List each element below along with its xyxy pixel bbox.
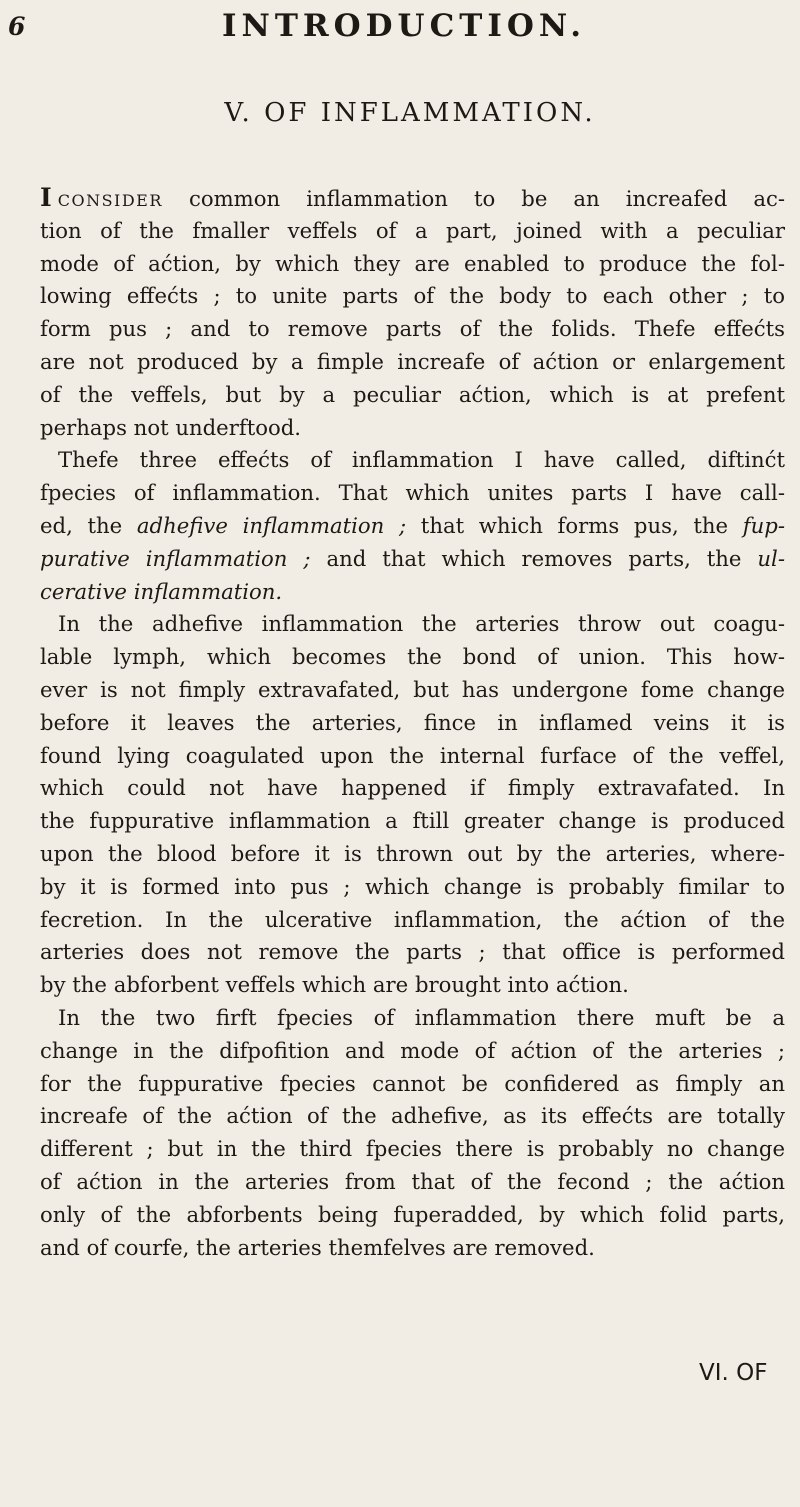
text-line: only of the abforbents being fuperadded, by which folid parts, [40, 1201, 785, 1227]
text-line: change in the difpofition and mode of aćtion of the arteries ; [40, 1037, 785, 1063]
text-line: before it leaves the arteries, fince in inflamed veins it is [40, 709, 785, 735]
text-line: mode of aćtion, by which they are enabled to produce the fol- [40, 250, 785, 276]
text-line: ed, the adhefive inflammation ; that which forms pus, the fup- [40, 512, 785, 538]
text-line: which could not have happened if fimply extravafated. In [40, 775, 785, 801]
italic-term: ul- [757, 545, 785, 571]
text-line: ever is not fimply extravafated, but has undergone fome change [40, 676, 785, 702]
text-line: different ; but in the third fpecies there is probably no change [40, 1136, 785, 1162]
text-line: form pus ; and to remove parts of the folids. Thefe effećts [40, 316, 785, 342]
text-line: increafe of the aćtion of the adhefive, as its effećts are totally [40, 1103, 785, 1129]
text-line: the fuppurative inflammation a ftill greater change is produced [40, 808, 785, 834]
running-title: INTRODUCTION. [222, 8, 586, 44]
text-line: by it is formed into pus ; which change is probably fimilar to [40, 873, 785, 899]
text-line: tion of the fmaller veffels of a part, joined with a peculiar [40, 217, 785, 243]
section-heading: V. OF INFLAMMATION. [224, 98, 596, 128]
text-line: upon the blood before it is thrown out by the arteries, where- [40, 840, 785, 866]
text-line: by the abforbent veffels which are brought into aćtion. [40, 972, 629, 998]
text-line: In the adhefive inflammation the arteries throw out coagu- [58, 611, 785, 637]
text-line: of the veffels, but by a peculiar aćtion, which is at prefent [40, 381, 785, 407]
text-line [40, 576, 785, 609]
text-line: for the fuppurative fpecies cannot be confidered as fimply an [40, 1070, 785, 1096]
body-text [40, 182, 785, 1264]
text-line: Thefe three effećts of inflammation I have called, diftinćt [58, 447, 785, 473]
text-line: are not produced by a fimple increafe of aćtion or enlargement [40, 348, 785, 374]
italic-term: fup- [742, 512, 785, 538]
page-number: 6 [8, 12, 26, 41]
text-line: lable lymph, which becomes the bond of union. This how- [40, 644, 785, 670]
text-line: and of courfe, the arteries themfelves are removed. [40, 1234, 595, 1260]
catchword: VI. OF [699, 1360, 768, 1386]
text-line: arteries does not remove the parts ; that office is performed [40, 939, 785, 965]
text-line: lowing effećts ; to unite parts of the body to each other ; to [40, 283, 785, 309]
italic-term: cerative inflammation. [40, 578, 283, 604]
text-line: fecretion. In the ulcerative inflammation, the aćtion of the [40, 906, 785, 932]
italic-term: purative inflammation ; [40, 545, 311, 571]
small-caps-word: CONSIDER [57, 191, 163, 210]
text-line: ICONSIDER common inflammation to be an increafed ac- [40, 183, 785, 212]
text-line: found lying coagulated upon the internal furface of the veffel, [40, 742, 785, 768]
text-line: perhaps not underftood. [40, 414, 302, 440]
text-line: purative inflammation ; and that which removes parts, the ul- [40, 545, 785, 571]
running-head [0, 6, 800, 50]
drop-cap: I [40, 183, 52, 212]
text-line: In the two firft fpecies of inflammation there muft be a [58, 1004, 785, 1030]
text-line: of aćtion in the arteries from that of the fecond ; the aćtion [40, 1168, 785, 1194]
italic-term: adhefive inflammation ; [136, 512, 407, 538]
text-line: fpecies of inflammation. That which unites parts I have call- [40, 480, 785, 506]
